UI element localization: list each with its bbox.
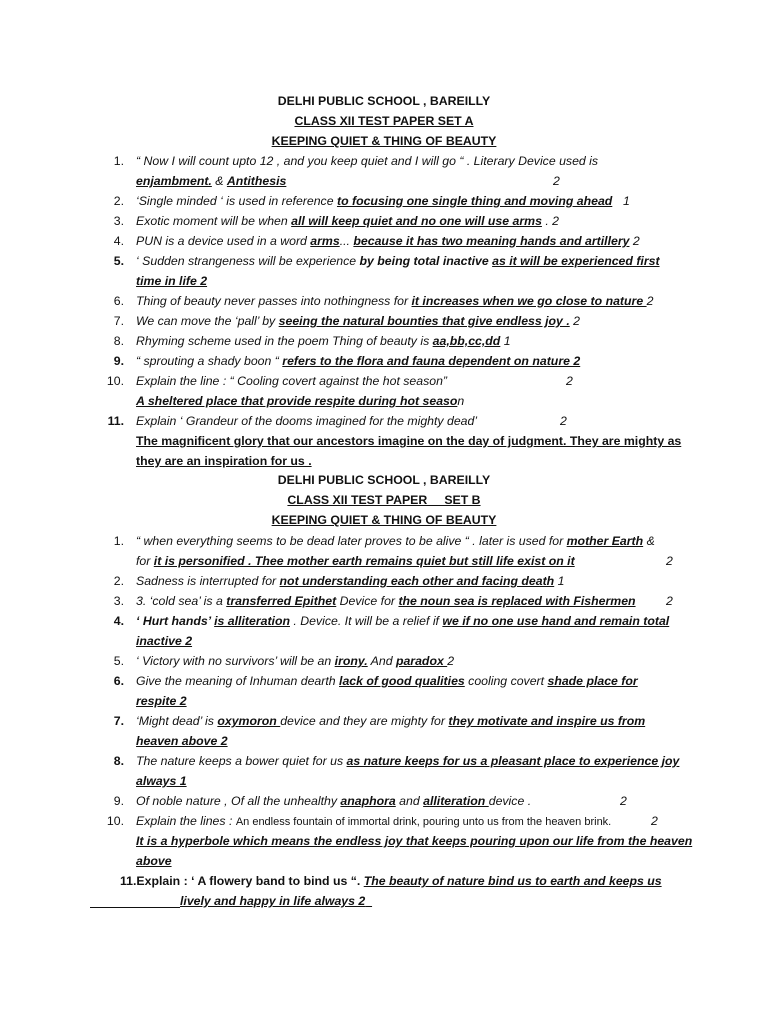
answer-line: The magnificent glory that our ancestors imagine on the day of judgment. They are mighty as [136, 434, 682, 448]
q-number: 9. [113, 794, 124, 808]
q-number: 8. [113, 334, 124, 348]
question-text: ‘ Victory with no survivors’ will be an irony. And paradox 2 [136, 654, 455, 668]
question-text: Explain the lines : An endless fountain of immortal drink, pouring unto us from the heaven brink. 2 [136, 814, 658, 828]
answer-line: It is a hyperbole which means the endless joy that keeps pouring upon our life from the heaven [136, 834, 693, 848]
paper-title-a: CLASS XII TEST PAPER SET A [294, 114, 474, 128]
question-text: Sadness is interrupted for not understanding each other and facing death 1 [136, 574, 565, 588]
paper-title-b: CLASS XII TEST PAPER SET B [287, 493, 481, 507]
q-number: 2. [113, 574, 124, 588]
q-number: 7. [113, 314, 124, 328]
answer-line: they are an inspiration for us . [136, 454, 312, 468]
question-text: “ when everything seems to be dead later proves to be alive “ . later is used for mother Earth & [136, 534, 655, 548]
answer-line: time in life 2 [136, 274, 208, 288]
question-text: ‘Might dead’ is oxymoron device and they are mighty for they motivate and inspire us from [136, 714, 646, 728]
question-text: Exotic moment will be when all will keep quiet and no one will use arms . 2 [136, 214, 560, 228]
answer-line: inactive 2 [136, 634, 193, 648]
question-text: ‘ Hurt hands’ is alliteration . Device. It will be a relief if we if no one use hand and remain total [136, 614, 670, 628]
q-number: 3. [113, 594, 124, 608]
question-text: 3. ‘cold sea’ is a transferred Epithet Device for the noun sea is replaced with Fishermen 2 [136, 594, 673, 608]
answer-line: heaven above 2 [136, 734, 228, 748]
answer-line: respite 2 [136, 694, 187, 708]
q-number: 7. [113, 714, 124, 728]
q-number: 4. [113, 234, 124, 248]
q-number: 6. [113, 674, 124, 688]
school-name-b: DELHI PUBLIC SCHOOL , BAREILLY [277, 473, 491, 487]
question-text: ‘ Sudden strangeness will be experience by being total inactive as it will be experienced first [136, 254, 660, 268]
q-number: 10. [106, 374, 124, 388]
answer-line: always 1 [136, 774, 187, 788]
answer-line: enjambment. & Antithesis 2 [136, 174, 560, 188]
q-number: 5. [113, 254, 124, 268]
answer-line: A sheltered place that provide respite during hot season [136, 394, 465, 408]
q-number: 3. [113, 214, 124, 228]
answer-line: for it is personified . Thee mother earth remains quiet but still life exist on it 2 [136, 554, 673, 568]
question-text: PUN is a device used in a word arms... because it has two meaning hands and artillery 2 [136, 234, 640, 248]
question-text: Explain the line : “ Cooling covert against the hot season” 2 [136, 374, 573, 388]
question-text: 11.Explain : ‘ A flowery band to bind us “. The beauty of nature bind us to earth and keeps us [120, 874, 662, 888]
question-text: “ Now I will count upto 12 , and you keep quiet and I will go “ . Literary Device used is [136, 154, 599, 168]
q-number: 2. [113, 194, 124, 208]
q-number: 5. [113, 654, 124, 668]
question-text: We can move the ‘pall’ by seeing the natural bounties that give endless joy . 2 [136, 314, 580, 328]
topic-b: KEEPING QUIET & THING OF BEAUTY [271, 513, 497, 527]
answer-line: lively and happy in life always 2 [180, 894, 366, 908]
question-text: Give the meaning of Inhuman dearth lack of good qualities cooling covert shade place for [136, 674, 638, 688]
q-number: 11. [107, 414, 124, 428]
topic-a: KEEPING QUIET & THING OF BEAUTY [271, 134, 497, 148]
question-text: “ sprouting a shady boon “ refers to the flora and fauna dependent on nature 2 [136, 354, 581, 368]
school-name-a: DELHI PUBLIC SCHOOL , BAREILLY [277, 94, 491, 108]
q-number: 4. [113, 614, 124, 628]
q-number: 1. [113, 154, 124, 168]
q-number: 6. [113, 294, 124, 308]
question-text: Of noble nature , Of all the unhealthy anaphora and alliteration device . 2 [136, 794, 627, 808]
question-text: Thing of beauty never passes into nothingness for it increases when we go close to nature 2 [136, 294, 654, 308]
q-number: 1. [113, 534, 124, 548]
question-text: ‘Single minded ‘ is used in reference to focusing one single thing and moving ahead 1 [136, 194, 630, 208]
q-number: 10. [106, 814, 124, 828]
q-number: 9. [113, 354, 124, 368]
question-text: Explain ‘ Grandeur of the dooms imagined for the mighty dead’ 2 [136, 414, 567, 428]
question-text: The nature keeps a bower quiet for us as nature keeps for us a pleasant place to experience joy [136, 754, 680, 768]
underline-rule [90, 907, 180, 908]
q-number: 8. [113, 754, 124, 768]
question-text: Rhyming scheme used in the poem Thing of beauty is aa,bb,cc,dd 1 [136, 334, 511, 348]
answer-line: above [136, 854, 172, 868]
